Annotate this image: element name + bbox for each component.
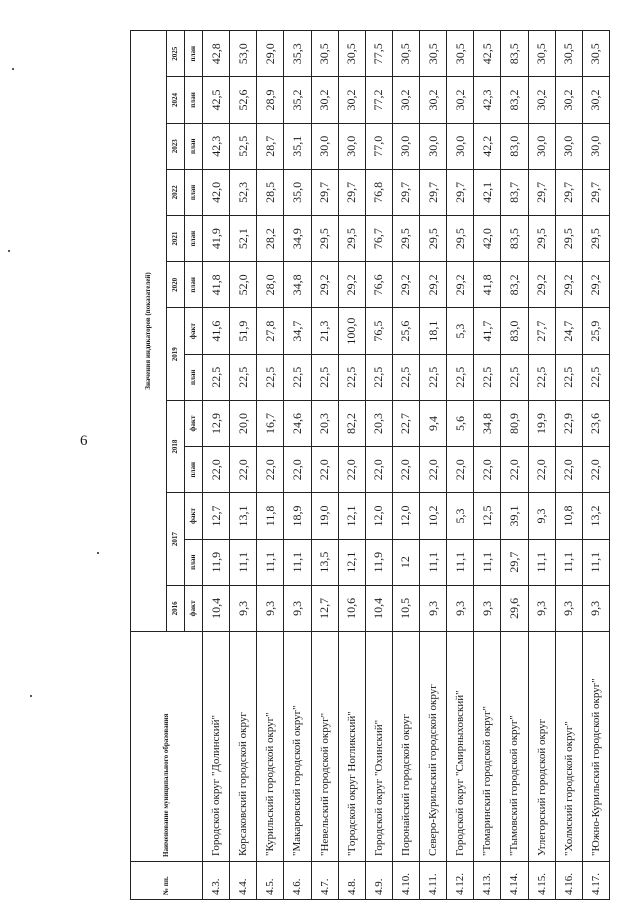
table-row: [230, 31, 257, 900]
value-cell: 11,1: [230, 539, 257, 585]
value-cell: 29,7: [392, 169, 419, 215]
table-row: [338, 31, 365, 900]
year-header: 2023: [167, 123, 185, 169]
municipality-name: "Томаринский городской округ": [474, 632, 501, 862]
value-cell: 100,0: [338, 308, 365, 354]
value-cell: 11,1: [528, 539, 555, 585]
value-cell: 12,1: [338, 493, 365, 539]
year-header: 2020: [167, 262, 185, 308]
table-row: [311, 31, 338, 900]
value-cell: 10,6: [338, 585, 365, 631]
sub-header: план: [185, 31, 203, 77]
indicator-table: [130, 30, 610, 900]
value-cell: 83,5: [501, 31, 528, 77]
year-header: 2016: [167, 585, 185, 631]
value-cell: 52,6: [230, 77, 257, 123]
value-cell: 22,5: [555, 354, 582, 400]
municipality-name: "Невельский городской округ": [311, 632, 338, 862]
sub-header: факт: [185, 308, 203, 354]
value-cell: 18,9: [284, 493, 311, 539]
value-cell: 10,4: [365, 585, 392, 631]
table-row: [474, 31, 501, 900]
value-cell: 35,1: [284, 123, 311, 169]
value-cell: 12,9: [203, 400, 230, 446]
row-number: 4.9.: [365, 862, 392, 900]
value-cell: 83,5: [501, 216, 528, 262]
value-cell: 83,7: [501, 169, 528, 215]
value-cell: 22,5: [203, 354, 230, 400]
value-cell: 20,3: [311, 400, 338, 446]
value-cell: 22,0: [257, 447, 284, 493]
row-number: 4.5.: [257, 862, 284, 900]
value-cell: 29,7: [501, 539, 528, 585]
value-cell: 25,6: [392, 308, 419, 354]
value-cell: 11,1: [582, 539, 609, 585]
value-cell: 22,5: [365, 354, 392, 400]
value-cell: 22,0: [203, 447, 230, 493]
value-cell: 52,0: [230, 262, 257, 308]
value-cell: 13,1: [230, 493, 257, 539]
value-cell: 52,1: [230, 216, 257, 262]
value-cell: 42,3: [474, 77, 501, 123]
value-cell: 82,2: [338, 400, 365, 446]
value-cell: 28,9: [257, 77, 284, 123]
value-cell: 29,0: [257, 31, 284, 77]
value-cell: 13,5: [311, 539, 338, 585]
value-cell: 22,0: [338, 447, 365, 493]
value-cell: 22,5: [284, 354, 311, 400]
value-cell: 20,3: [365, 400, 392, 446]
value-cell: 9,3: [555, 585, 582, 631]
value-cell: 35,2: [284, 77, 311, 123]
table-row: [392, 31, 419, 900]
value-cell: 11,1: [555, 539, 582, 585]
value-cell: 80,9: [501, 400, 528, 446]
municipality-name: "Курильский городской округ": [257, 632, 284, 862]
row-number: 4.7.: [311, 862, 338, 900]
value-cell: 42,5: [474, 31, 501, 77]
year-header: 2025: [167, 31, 185, 77]
value-cell: 9,3: [284, 585, 311, 631]
value-cell: 18,1: [420, 308, 447, 354]
value-cell: 16,7: [257, 400, 284, 446]
value-cell: 9,3: [447, 585, 474, 631]
value-cell: 10,2: [420, 493, 447, 539]
value-cell: 30,5: [338, 31, 365, 77]
value-cell: 23,6: [582, 400, 609, 446]
municipality-name: Городской округ "Охинский": [365, 632, 392, 862]
sub-header: план: [185, 123, 203, 169]
value-cell: 29,7: [555, 169, 582, 215]
value-cell: 22,0: [284, 447, 311, 493]
value-cell: 29,7: [338, 169, 365, 215]
value-cell: 9,3: [582, 585, 609, 631]
value-cell: 52,3: [230, 169, 257, 215]
value-cell: 30,2: [338, 77, 365, 123]
value-cell: 41,6: [203, 308, 230, 354]
value-cell: 30,5: [447, 31, 474, 77]
value-cell: 12,0: [365, 493, 392, 539]
value-cell: 12: [392, 539, 419, 585]
sub-header: план: [185, 354, 203, 400]
scan-speck: [97, 552, 99, 554]
value-cell: 30,0: [447, 123, 474, 169]
value-cell: 30,5: [528, 31, 555, 77]
value-cell: 25,9: [582, 308, 609, 354]
row-number: 4.16.: [555, 862, 582, 900]
value-cell: 29,2: [528, 262, 555, 308]
value-cell: 11,1: [257, 539, 284, 585]
value-cell: 83,2: [501, 262, 528, 308]
value-cell: 30,0: [311, 123, 338, 169]
row-number: 4.10.: [392, 862, 419, 900]
value-cell: 11,1: [447, 539, 474, 585]
value-cell: 9,3: [257, 585, 284, 631]
table-row: [284, 31, 311, 900]
table-row: [582, 31, 609, 900]
row-number: 4.14.: [501, 862, 528, 900]
sub-header: план: [185, 77, 203, 123]
value-cell: 28,7: [257, 123, 284, 169]
row-number: 4.4.: [230, 862, 257, 900]
value-cell: 5,6: [447, 400, 474, 446]
value-cell: 35,3: [284, 31, 311, 77]
value-cell: 30,2: [392, 77, 419, 123]
year-header: 2018: [167, 400, 185, 492]
sub-header: факт: [185, 493, 203, 539]
value-cell: 53,0: [230, 31, 257, 77]
year-header: 2022: [167, 169, 185, 215]
value-cell: 12,5: [474, 493, 501, 539]
table-row: [555, 31, 582, 900]
value-cell: 29,5: [528, 216, 555, 262]
value-cell: 22,0: [474, 447, 501, 493]
value-cell: 29,5: [447, 216, 474, 262]
value-cell: 76,7: [365, 216, 392, 262]
value-cell: 30,0: [338, 123, 365, 169]
value-cell: 29,2: [392, 262, 419, 308]
value-cell: 35,0: [284, 169, 311, 215]
sub-header: план: [185, 216, 203, 262]
value-cell: 12,1: [338, 539, 365, 585]
value-cell: 22,5: [338, 354, 365, 400]
value-cell: 22,0: [230, 447, 257, 493]
value-cell: 41,8: [203, 262, 230, 308]
value-cell: 42,5: [203, 77, 230, 123]
row-number: 4.3.: [203, 862, 230, 900]
value-cell: 19,9: [528, 400, 555, 446]
value-cell: 77,2: [365, 77, 392, 123]
value-cell: 29,5: [311, 216, 338, 262]
value-cell: 24,6: [284, 400, 311, 446]
indicator-table-rotated: [130, 30, 610, 900]
value-cell: 30,2: [447, 77, 474, 123]
year-header: 2017: [167, 493, 185, 585]
value-cell: 42,0: [203, 169, 230, 215]
value-cell: 42,1: [474, 169, 501, 215]
sub-header: факт: [185, 400, 203, 446]
value-cell: 29,2: [582, 262, 609, 308]
row-number: 4.8.: [338, 862, 365, 900]
value-cell: 29,7: [582, 169, 609, 215]
value-cell: 11,1: [420, 539, 447, 585]
value-cell: 11,9: [365, 539, 392, 585]
sub-header: план: [185, 169, 203, 215]
value-cell: 29,6: [501, 585, 528, 631]
value-cell: 29,2: [338, 262, 365, 308]
table-row: [528, 31, 555, 900]
value-cell: 29,2: [311, 262, 338, 308]
value-cell: 30,0: [582, 123, 609, 169]
value-cell: 9,3: [474, 585, 501, 631]
scan-speck: [8, 250, 10, 252]
value-cell: 41,9: [203, 216, 230, 262]
value-cell: 83,2: [501, 77, 528, 123]
value-cell: 9,4: [420, 400, 447, 446]
row-number: 4.15.: [528, 862, 555, 900]
row-number: 4.17.: [582, 862, 609, 900]
table-row: [365, 31, 392, 900]
value-cell: 30,2: [555, 77, 582, 123]
value-cell: 11,9: [203, 539, 230, 585]
value-cell: 22,9: [555, 400, 582, 446]
sub-header: план: [185, 262, 203, 308]
value-cell: 22,0: [555, 447, 582, 493]
value-cell: 12,7: [203, 493, 230, 539]
value-cell: 52,5: [230, 123, 257, 169]
value-cell: 29,5: [392, 216, 419, 262]
municipality-name: Городской округ "Смирныховский": [447, 632, 474, 862]
value-cell: 29,5: [582, 216, 609, 262]
value-cell: 34,8: [474, 400, 501, 446]
municipality-name: "Городской округ Ногликский": [338, 632, 365, 862]
value-cell: 77,0: [365, 123, 392, 169]
municipality-name: Углегорский городской округ: [528, 632, 555, 862]
value-cell: 22,0: [501, 447, 528, 493]
value-cell: 9,3: [230, 585, 257, 631]
value-cell: 22,0: [528, 447, 555, 493]
value-cell: 29,7: [420, 169, 447, 215]
table-row: [203, 31, 230, 900]
municipality-name: Городской округ "Долинский": [203, 632, 230, 862]
scan-speck: [12, 68, 14, 70]
value-cell: 22,0: [582, 447, 609, 493]
table-row: [447, 31, 474, 900]
value-cell: 22,5: [392, 354, 419, 400]
value-cell: 22,0: [365, 447, 392, 493]
column-header-indicator-values: Значения индикаторов (показателей): [131, 31, 167, 632]
column-header-number: № пп.: [131, 862, 203, 900]
value-cell: 22,5: [257, 354, 284, 400]
value-cell: 28,0: [257, 262, 284, 308]
value-cell: 30,2: [420, 77, 447, 123]
value-cell: 41,8: [474, 262, 501, 308]
municipality-name: "Макаровский городской округ": [284, 632, 311, 862]
sub-header: факт: [185, 585, 203, 631]
value-cell: 39,1: [501, 493, 528, 539]
municipality-name: "Тымовский городской округ": [501, 632, 528, 862]
value-cell: 30,0: [392, 123, 419, 169]
value-cell: 83,0: [501, 308, 528, 354]
value-cell: 34,9: [284, 216, 311, 262]
value-cell: 29,7: [447, 169, 474, 215]
value-cell: 22,5: [528, 354, 555, 400]
year-header: 2024: [167, 77, 185, 123]
value-cell: 22,5: [501, 354, 528, 400]
value-cell: 30,0: [528, 123, 555, 169]
sub-header: план: [185, 539, 203, 585]
value-cell: 5,3: [447, 308, 474, 354]
row-number: 4.13.: [474, 862, 501, 900]
value-cell: 30,5: [582, 31, 609, 77]
value-cell: 28,5: [257, 169, 284, 215]
value-cell: 77,5: [365, 31, 392, 77]
value-cell: 29,5: [555, 216, 582, 262]
value-cell: 20,0: [230, 400, 257, 446]
value-cell: 22,0: [420, 447, 447, 493]
value-cell: 21,3: [311, 308, 338, 354]
municipality-name: Корсаковский городской округ: [230, 632, 257, 862]
value-cell: 13,2: [582, 493, 609, 539]
value-cell: 27,8: [257, 308, 284, 354]
value-cell: 30,0: [555, 123, 582, 169]
value-cell: 51,9: [230, 308, 257, 354]
value-cell: 30,2: [311, 77, 338, 123]
value-cell: 76,6: [365, 262, 392, 308]
value-cell: 42,8: [203, 31, 230, 77]
value-cell: 22,0: [311, 447, 338, 493]
value-cell: 42,2: [474, 123, 501, 169]
value-cell: 42,3: [203, 123, 230, 169]
row-number: 4.12.: [447, 862, 474, 900]
value-cell: 27,7: [528, 308, 555, 354]
value-cell: 22,5: [582, 354, 609, 400]
value-cell: 29,5: [338, 216, 365, 262]
value-cell: 22,5: [474, 354, 501, 400]
value-cell: 24,7: [555, 308, 582, 354]
value-cell: 41,7: [474, 308, 501, 354]
municipality-name: "Холмский городской округ": [555, 632, 582, 862]
municipality-name: Северо-Курильский городской округ: [420, 632, 447, 862]
value-cell: 11,1: [284, 539, 311, 585]
value-cell: 22,5: [230, 354, 257, 400]
value-cell: 30,5: [392, 31, 419, 77]
row-number: 4.6.: [284, 862, 311, 900]
value-cell: 34,8: [284, 262, 311, 308]
value-cell: 30,5: [311, 31, 338, 77]
value-cell: 29,7: [528, 169, 555, 215]
value-cell: 22,5: [311, 354, 338, 400]
value-cell: 29,2: [420, 262, 447, 308]
value-cell: 29,2: [555, 262, 582, 308]
value-cell: 19,0: [311, 493, 338, 539]
municipality-name: "Южно-Курильский городской округ": [582, 632, 609, 862]
scan-speck: [30, 695, 32, 697]
value-cell: 29,2: [447, 262, 474, 308]
value-cell: 12,7: [311, 585, 338, 631]
value-cell: 30,5: [420, 31, 447, 77]
sub-header: план: [185, 447, 203, 493]
table-row: [257, 31, 284, 900]
value-cell: 29,7: [311, 169, 338, 215]
value-cell: 83,0: [501, 123, 528, 169]
value-cell: 30,5: [555, 31, 582, 77]
value-cell: 30,2: [528, 77, 555, 123]
value-cell: 10,4: [203, 585, 230, 631]
value-cell: 11,8: [257, 493, 284, 539]
value-cell: 22,5: [420, 354, 447, 400]
value-cell: 76,5: [365, 308, 392, 354]
value-cell: 9,3: [420, 585, 447, 631]
value-cell: 22,7: [392, 400, 419, 446]
column-header-municipality: Наименование муниципального образования: [131, 632, 203, 862]
value-cell: 34,7: [284, 308, 311, 354]
value-cell: 10,8: [555, 493, 582, 539]
value-cell: 22,0: [392, 447, 419, 493]
municipality-name: Поронайский городской округ: [392, 632, 419, 862]
value-cell: 9,3: [528, 585, 555, 631]
value-cell: 5,3: [447, 493, 474, 539]
page-number: 6: [80, 433, 88, 449]
value-cell: 9,3: [528, 493, 555, 539]
value-cell: 11,1: [474, 539, 501, 585]
value-cell: 30,2: [582, 77, 609, 123]
table-row: [420, 31, 447, 900]
value-cell: 22,5: [447, 354, 474, 400]
value-cell: 30,0: [420, 123, 447, 169]
value-cell: 76,8: [365, 169, 392, 215]
value-cell: 10,5: [392, 585, 419, 631]
value-cell: 22,0: [447, 447, 474, 493]
value-cell: 29,5: [420, 216, 447, 262]
row-number: 4.11.: [420, 862, 447, 900]
value-cell: 28,2: [257, 216, 284, 262]
value-cell: 42,0: [474, 216, 501, 262]
value-cell: 12,0: [392, 493, 419, 539]
year-header: 2019: [167, 308, 185, 400]
year-header: 2021: [167, 216, 185, 262]
table-row: [501, 31, 528, 900]
